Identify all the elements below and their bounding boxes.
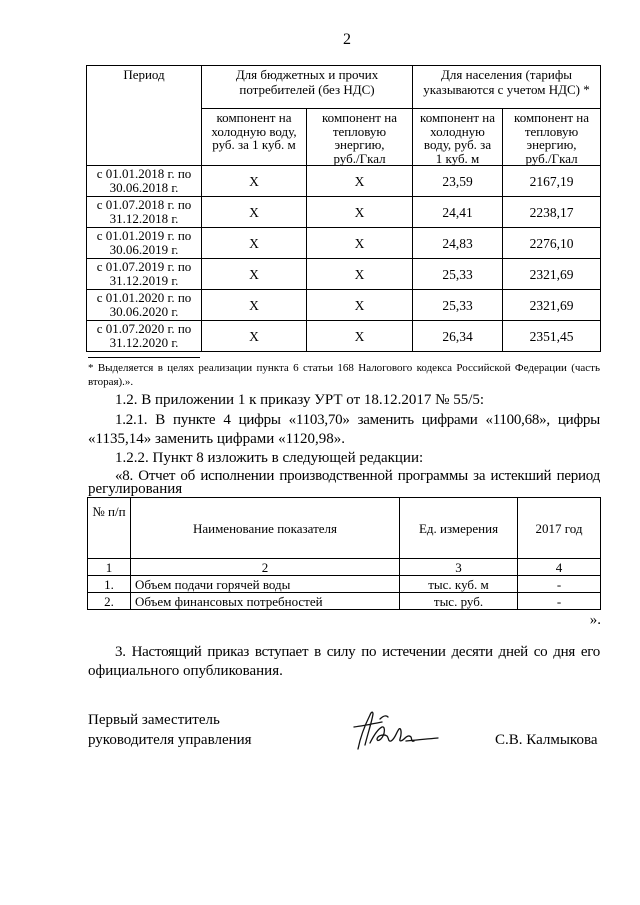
column-number: 3 <box>400 559 518 576</box>
period-line: с 01.01.2019 г. по <box>96 227 192 243</box>
header-line: 1 куб. м <box>435 150 480 166</box>
cell-population-cold-water: 23,59 <box>413 166 503 197</box>
cell-population-cold-water: 25,33 <box>413 290 503 321</box>
footnote-rule <box>88 357 200 358</box>
cell-budget-heat: X <box>307 321 413 352</box>
report-row <box>88 593 601 610</box>
column-number: 4 <box>518 559 601 576</box>
cell-budget-cold-water: X <box>202 197 307 228</box>
page-number: 2 <box>343 31 351 48</box>
column-numbers-row <box>88 559 601 576</box>
cell-period <box>87 228 202 259</box>
header-number: № п/п <box>88 498 131 559</box>
header-line: компонент на <box>322 110 397 125</box>
cell-population-heat: 2351,45 <box>503 321 601 352</box>
header-budget-cold-water <box>202 109 307 166</box>
header-line: тепловую <box>332 123 387 139</box>
cell-population-heat: 2321,69 <box>503 290 601 321</box>
header-line: энергию, <box>526 137 577 152</box>
header-line: воду, руб. за <box>423 137 492 152</box>
header-line: Для населения (тарифы <box>441 67 572 82</box>
header-budget-heat <box>307 109 413 166</box>
column-number: 1 <box>88 559 131 576</box>
signature-stroke <box>354 712 438 749</box>
tariff-row <box>87 197 601 228</box>
item-1-2-1-line: «1135,14» заменить цифрами «1120,98». <box>88 431 346 447</box>
report-row <box>88 576 601 593</box>
footnote-line: * Выделяется в целях реализации пункта 6 статьи 168 Налогового кодекса Российской Федерации (часть <box>88 362 600 374</box>
period-line: с 01.07.2020 г. по <box>96 320 192 336</box>
cell-budget-cold-water: X <box>202 290 307 321</box>
tariff-row <box>87 228 601 259</box>
tariff-table <box>86 65 601 352</box>
period-line: 31.12.2019 г. <box>109 273 179 288</box>
period-line: с 01.01.2020 г. по <box>96 289 192 305</box>
tariff-row <box>87 259 601 290</box>
period-line: 30.06.2018 г. <box>109 180 179 195</box>
period-line: 31.12.2018 г. <box>109 211 179 226</box>
closing-quote: ». <box>589 612 601 628</box>
report-header-row <box>88 498 601 559</box>
column-number: 2 <box>131 559 400 576</box>
header-line: указываются с учетом НДС) * <box>423 82 590 97</box>
cell-population-heat: 2238,17 <box>503 197 601 228</box>
period-line: 31.12.2020 г. <box>109 335 179 350</box>
cell-period <box>87 321 202 352</box>
header-year: 2017 год <box>518 498 601 559</box>
header-line: компонент на <box>514 110 589 125</box>
cell-budget-heat: X <box>307 290 413 321</box>
cell-indicator: Объем подачи горячей воды <box>131 576 400 593</box>
cell-budget-cold-water: X <box>202 166 307 197</box>
cell-population-heat: 2276,10 <box>503 228 601 259</box>
item-8-line: регулирования <box>88 481 183 497</box>
item-1-2-1-line: 1.2.1. В пункте 4 цифры «1103,70» заменить цифрами «1100,68», цифры <box>115 412 600 428</box>
header-line: компонент на <box>420 110 495 125</box>
item-1-2: 1.2. В приложении 1 к приказу УРТ от 18.12.2017 № 55/5: <box>115 392 485 408</box>
cell-population-heat: 2167,19 <box>503 166 601 197</box>
cell-value: - <box>518 593 601 610</box>
header-line: руб./Гкал <box>333 150 386 166</box>
cell-period <box>87 259 202 290</box>
tariff-row <box>87 166 601 197</box>
cell-unit: тыс. куб. м <box>400 576 518 593</box>
cell-population-heat: 2321,69 <box>503 259 601 290</box>
period-line: с 01.07.2018 г. по <box>96 196 192 212</box>
period-line: 30.06.2019 г. <box>109 242 179 257</box>
header-unit: Ед. измерения <box>400 498 518 559</box>
cell-number: 2. <box>88 593 131 610</box>
report-table <box>87 497 601 610</box>
cell-indicator: Объем финансовых потребностей <box>131 593 400 610</box>
item-8-line: «8. Отчет об исполнении производственной программы за истекший период <box>115 468 600 484</box>
cell-budget-cold-water: X <box>202 321 307 352</box>
period-line: 30.06.2020 г. <box>109 304 179 319</box>
cell-number: 1. <box>88 576 131 593</box>
handwritten-signature <box>350 705 440 755</box>
tariff-header-row <box>87 66 601 109</box>
header-line: тепловую <box>524 123 579 139</box>
header-line: руб. за 1 куб. м <box>212 137 296 152</box>
header-budget-group <box>202 66 413 109</box>
period-line: с 01.01.2018 г. по <box>96 165 192 181</box>
cell-budget-heat: X <box>307 197 413 228</box>
header-period: Период <box>87 66 202 166</box>
header-line: энергию, <box>334 137 385 152</box>
header-line: руб./Гкал <box>525 150 578 166</box>
cell-population-cold-water: 24,83 <box>413 228 503 259</box>
header-indicator: Наименование показателя <box>131 498 400 559</box>
cell-period <box>87 290 202 321</box>
cell-population-cold-water: 25,33 <box>413 259 503 290</box>
tariff-row <box>87 290 601 321</box>
tariff-row <box>87 321 601 352</box>
header-line: потребителей (без НДС) <box>239 82 375 97</box>
cell-period <box>87 166 202 197</box>
header-population-heat <box>503 109 601 166</box>
signatory-position-line: Первый заместитель <box>88 712 220 728</box>
cell-value: - <box>518 576 601 593</box>
cell-unit: тыс. руб. <box>400 593 518 610</box>
header-population-group <box>413 66 601 109</box>
cell-period <box>87 197 202 228</box>
cell-population-cold-water: 24,41 <box>413 197 503 228</box>
period-line: с 01.07.2019 г. по <box>96 258 192 274</box>
item-3-line: 3. Настоящий приказ вступает в силу по истечении десяти дней со дня его <box>115 644 600 660</box>
header-population-cold-water <box>413 109 503 166</box>
signatory-position-line: руководителя управления <box>88 732 252 748</box>
cell-budget-heat: X <box>307 228 413 259</box>
header-line: холодную <box>430 123 485 139</box>
footnote-line: вторая).». <box>88 376 134 388</box>
signatory-name: С.В. Калмыкова <box>495 732 598 748</box>
header-line: холодную воду, <box>211 123 297 139</box>
cell-budget-heat: X <box>307 166 413 197</box>
header-line: Для бюджетных и прочих <box>235 67 379 82</box>
cell-population-cold-water: 26,34 <box>413 321 503 352</box>
cell-budget-cold-water: X <box>202 228 307 259</box>
cell-budget-cold-water: X <box>202 259 307 290</box>
cell-budget-heat: X <box>307 259 413 290</box>
item-1-2-2: 1.2.2. Пункт 8 изложить в следующей редакции: <box>115 450 424 466</box>
item-3-line: официального опубликования. <box>88 663 283 679</box>
header-line: компонент на <box>216 110 292 125</box>
